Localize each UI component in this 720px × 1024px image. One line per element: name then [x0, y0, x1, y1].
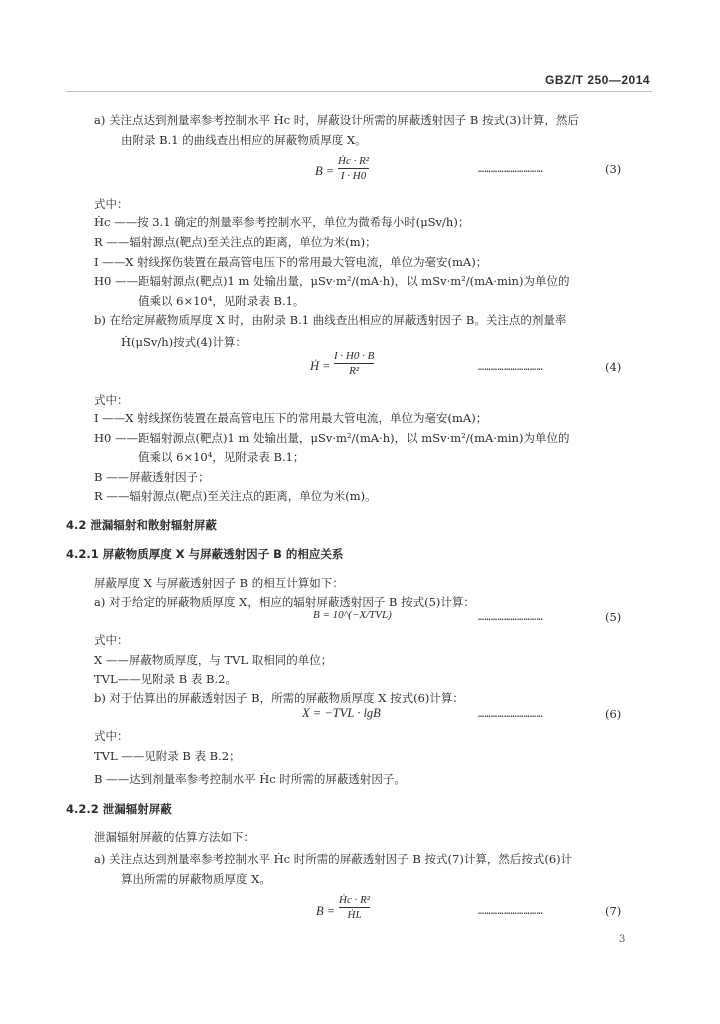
text-line: b) 在给定屏蔽物质厚度 X 时，由附录 B.1 曲线查出相应的屏蔽透射因子 B。关注点的剂量率 [94, 313, 567, 327]
eq7-fraction-bar [339, 907, 370, 908]
section-heading: 4.2.1 屏蔽物质厚度 X 与屏蔽透射因子 B 的相应关系 [66, 547, 344, 561]
text-line: 泄漏辐射屏蔽的估算方法如下： [94, 830, 255, 844]
section-heading: 4.2.2 泄漏辐射屏蔽 [66, 802, 172, 816]
text-line: R ——辐射源点(靶点)至关注点的距离，单位为米(m)。 [94, 489, 377, 503]
eq7-numerator: Ḣc · R² [339, 894, 371, 906]
eq7-lhs: B = [316, 904, 336, 918]
text-line: Ḣc ——按 3.1 确定的剂量率参考控制水平，单位为微希每小时(μSv/h)； [94, 215, 470, 229]
text-line: TVL ——见附录 B 表 B.2； [94, 749, 241, 763]
text-line: I ——X 射线探伤装置在最高管电压下的常用最大管电流，单位为毫安(mA)； [94, 255, 488, 269]
eq3-label: (3) [605, 162, 622, 176]
eq4-denominator: R² [349, 365, 360, 377]
eq5-leader-dots: ………………………… [478, 612, 544, 623]
eq3-fraction [338, 155, 369, 182]
text-line: 由附录 B.1 的曲线查出相应的屏蔽物质厚度 X。 [121, 133, 367, 147]
text-line: H0 ——距辐射源点(靶点)1 m 处输出量，μSv·m²/(mA·h)，以 mSv·m²/(mA·min)为单位的 [94, 431, 570, 445]
text-line: 式中： [94, 729, 129, 743]
text-line: 屏蔽厚度 X 与屏蔽透射因子 B 的相互计算如下： [94, 576, 344, 590]
text-line: a) 关注点达到剂量率参考控制水平 Ḣc 时，屏蔽设计所需的屏蔽透射因子 B 按式(3)计算，然后 [94, 113, 579, 127]
eq4-lhs: Ḣ = [310, 359, 331, 373]
eq3-fraction-bar [338, 168, 369, 169]
section-heading: 4.2 泄漏辐射和散射辐射屏蔽 [66, 518, 217, 532]
text-line: 式中： [94, 197, 129, 211]
text-line: X ——屏蔽物质厚度，与 TVL 取相同的单位； [94, 653, 333, 667]
eq5-label: (5) [605, 610, 622, 624]
text-line: 值乘以 6×10⁴，见附录表 B.1。 [138, 294, 305, 308]
eq3-numerator: Ḣc · R² [338, 155, 370, 167]
text-line: 算出所需的屏蔽物质厚度 X。 [121, 872, 271, 886]
text-line: R ——辐射源点(靶点)至关注点的距离，单位为米(m)； [94, 235, 377, 249]
text-line: Ḣ(μSv/h)按式(4)计算： [121, 335, 247, 349]
eq3-lhs: B = [315, 164, 335, 178]
eq7-label: (7) [605, 904, 622, 918]
eq4-fraction [334, 350, 374, 377]
eq5-formula: B = 10^(−X/TVL) [313, 609, 392, 621]
text-line: a) 关注点达到剂量率参考控制水平 Ḣc 时所需的屏蔽透射因子 B 按式(7)计算，然后按式(6)计 [94, 852, 573, 866]
eq7-fraction [339, 894, 370, 921]
standard-number-header: GBZ/T 250—2014 [545, 73, 651, 87]
eq4-fraction-bar [334, 363, 374, 364]
eq3-leader-dots: ………………………… [478, 164, 544, 175]
header-rule [66, 91, 652, 92]
text-line: 式中： [94, 393, 129, 407]
eq4-numerator: I · H0 · B [334, 350, 375, 362]
text-line: H0 ——距辐射源点(靶点)1 m 处输出量，μSv·m²/(mA·h)，以 mSv·m²/(mA·min)为单位的 [94, 274, 570, 288]
eq6-formula: X = −TVL · lgB [302, 706, 381, 720]
text-line: a) 对于给定的屏蔽物质厚度 X，相应的辐射屏蔽透射因子 B 按式(5)计算： [94, 595, 475, 609]
text-line: 值乘以 6×10⁴，见附录表 B.1； [138, 450, 305, 464]
page-number: 3 [619, 934, 626, 945]
text-line: 式中： [94, 633, 129, 647]
eq6-leader-dots: ………………………… [478, 709, 544, 720]
text-line: B ——屏蔽透射因子； [94, 470, 210, 484]
eq7-denominator: ḢL [347, 909, 362, 921]
eq4-label: (4) [605, 360, 622, 374]
text-line: I ——X 射线探伤装置在最高管电压下的常用最大管电流，单位为毫安(mA)； [94, 411, 488, 425]
text-line: TVL——见附录 B 表 B.2。 [94, 672, 237, 686]
text-line: B ——达到剂量率参考控制水平 Ḣc 时所需的屏蔽透射因子。 [94, 772, 406, 786]
eq7-leader-dots: ………………………… [478, 906, 544, 917]
eq4-leader-dots: ………………………… [478, 362, 544, 373]
eq3-denominator: I · H0 [340, 170, 367, 182]
text-line: b) 对于估算出的屏蔽透射因子 B，所需的屏蔽物质厚度 X 按式(6)计算： [94, 691, 464, 705]
eq6-label: (6) [605, 707, 622, 721]
